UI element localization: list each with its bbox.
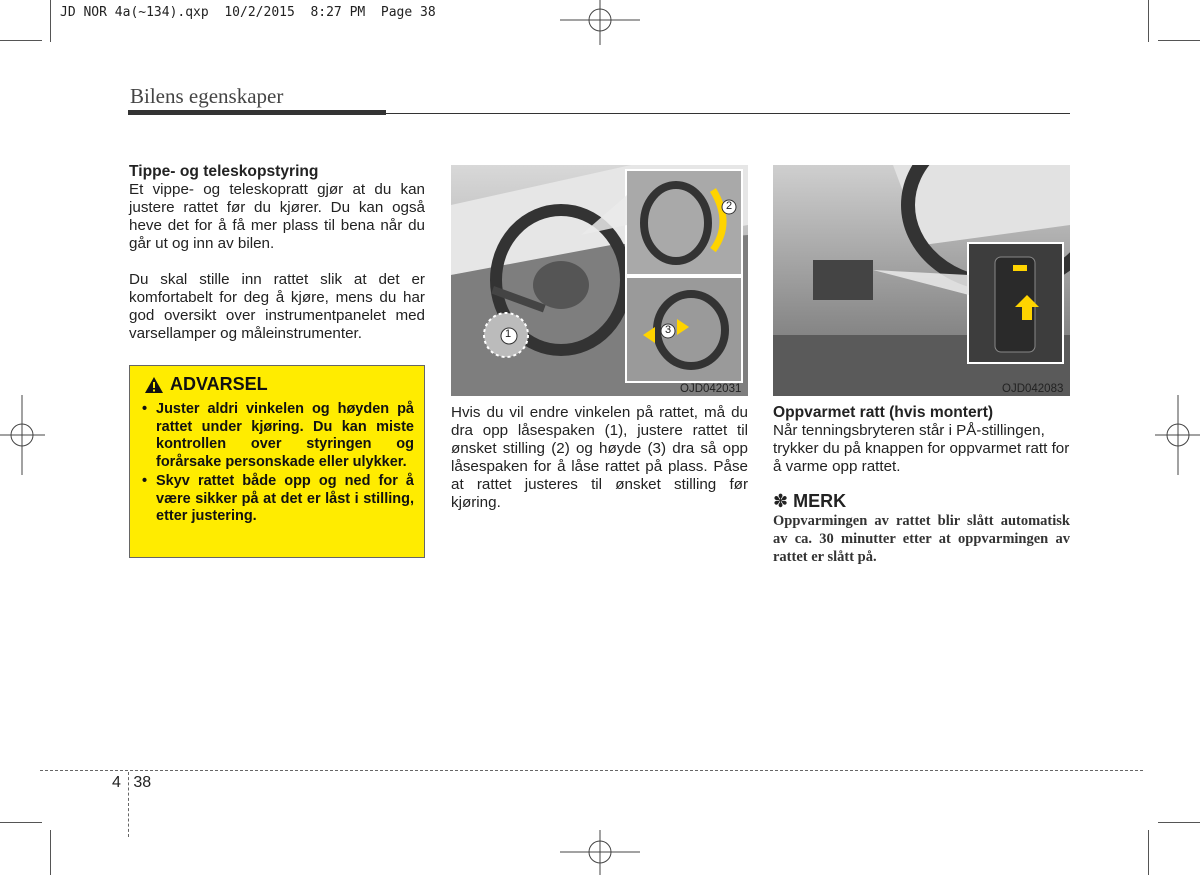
figure-caption-right: OJD042083 — [1002, 383, 1064, 395]
crop-mark — [0, 40, 42, 41]
section-rule-thick — [128, 110, 386, 115]
warning-item: • Juster aldri vinkelen og høyden på rattet under kjøring. Du kan miste kontrollen over styringen og forårsake personskade eller ulykker. — [140, 401, 414, 471]
crop-mark — [1158, 40, 1200, 41]
registration-mark-bottom — [560, 830, 640, 875]
warning-list — [140, 401, 414, 526]
section-rule-thin — [386, 113, 1070, 114]
steering-adjust-figure — [451, 165, 748, 396]
figure-caption-left: OJD042031 — [680, 383, 742, 395]
callout-1: 1 — [505, 328, 512, 340]
warning-triangle-icon — [144, 376, 164, 394]
crop-mark — [1158, 822, 1200, 823]
section-title: Bilens egenskaper — [130, 84, 284, 108]
right-column-text — [773, 404, 1070, 566]
note-text: Oppvarmingen av rattet blir slått automatisk av ca. 30 minutter etter at oppvarmingen av rattet er slått på. — [773, 513, 1070, 565]
tilt-comfort-paragraph: Du skal stille inn rattet slik at det er komfortabelt for deg å kjøre, mens du har god oversikt over instrumentpanelet med varsellamper og måleinstrumenter. — [129, 271, 425, 342]
registration-mark-right — [1155, 395, 1200, 475]
chapter-number: 4 — [112, 774, 121, 791]
warning-title-text: ADVARSEL — [170, 374, 268, 394]
registration-mark-top — [560, 0, 640, 45]
crop-mark — [1148, 0, 1149, 42]
page-number — [112, 774, 151, 792]
warning-item: • Skyv rattet både opp og ned for å være sikker på at det er låst i stilling, etter justering. — [140, 473, 414, 526]
warning-title — [144, 374, 414, 395]
tilt-intro-paragraph: Et vippe- og teleskopratt gjør at du kan justere rattet før du kjører. Du kan også heve det for å få mer plass til bena når du går ut og inn av bilen. — [129, 181, 425, 252]
crop-mark — [50, 830, 51, 875]
heated-wheel-heading: Oppvarmet ratt (hvis montert) — [773, 404, 994, 421]
callout-2: 2 — [726, 200, 733, 212]
callout-3: 3 — [665, 324, 672, 336]
left-column — [129, 163, 425, 343]
tilt-telescope-heading: Tippe- og teleskopstyring — [129, 163, 319, 180]
footer-divider — [40, 770, 1143, 771]
heated-wheel-illustration — [773, 165, 1070, 396]
middle-column-text — [451, 404, 748, 512]
print-header: JD NOR 4a(~134).qxp 10/2/2015 8:27 PM Page 38 — [60, 5, 436, 20]
crop-mark — [1148, 830, 1149, 875]
warning-box — [129, 365, 425, 558]
crop-mark — [0, 822, 42, 823]
heated-wheel-figure — [773, 165, 1070, 396]
steering-wheel-illustration — [451, 165, 748, 396]
steering-adjust-instructions: Hvis du vil endre vinkelen på rattet, må du dra opp låsespaken (1), justere rattet til ønsket stilling (2) og høyde (3) dra så opp låsespaken for å låse rattet på plass. Påse at rattet justeres til ønsket stilling før kjøring. — [451, 404, 748, 511]
page-number-value: 38 — [133, 774, 152, 791]
registration-mark-left — [0, 395, 45, 475]
heated-wheel-instructions: Når tenningsbryteren står i PÅ-stillingen, trykker du på knappen for oppvarmet ratt for å varme opp rattet. — [773, 422, 1070, 475]
crop-mark — [50, 0, 51, 42]
note-title: ✽ MERK — [773, 491, 847, 511]
